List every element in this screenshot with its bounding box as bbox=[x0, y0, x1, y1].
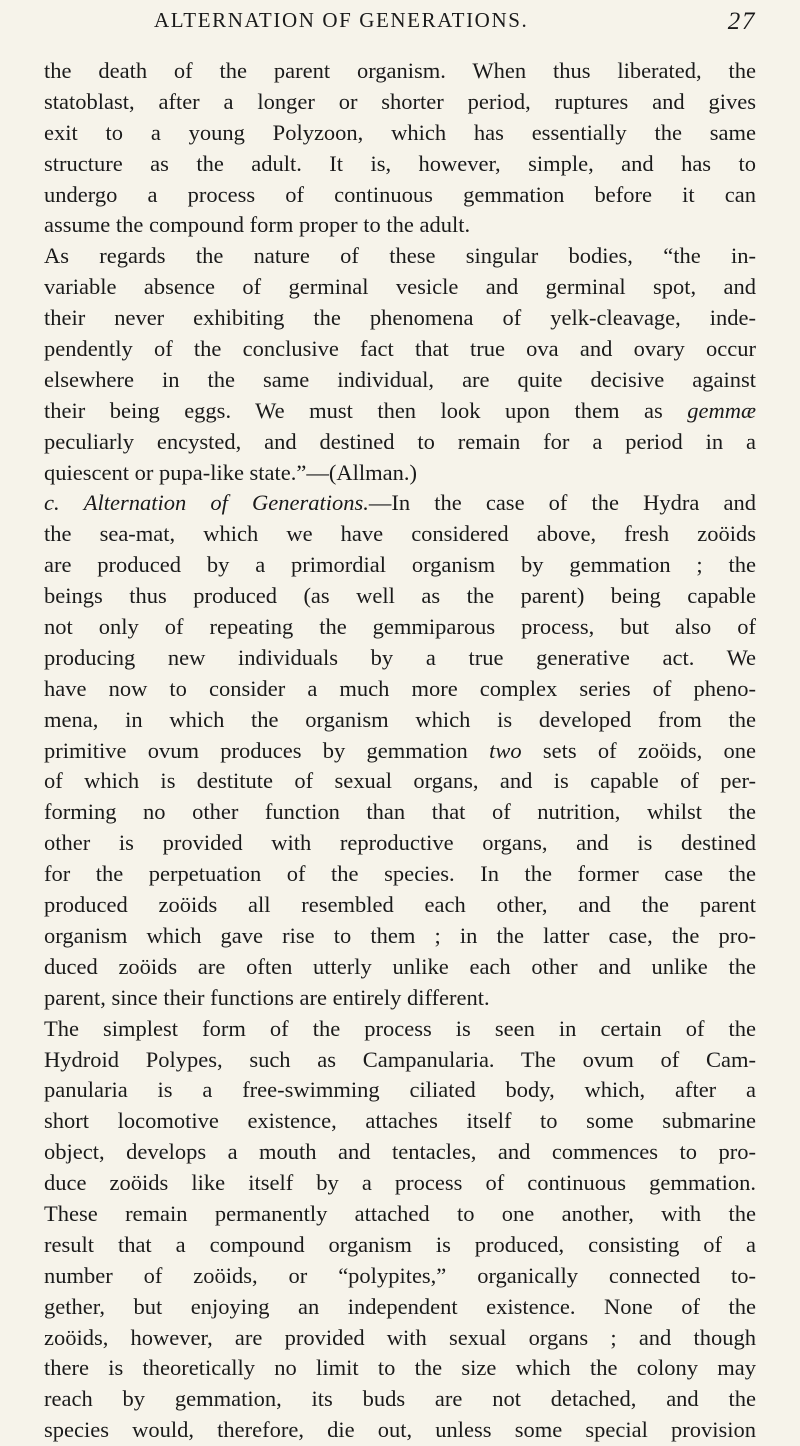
text-line: are produced by a primordial organism by gemmation ; the bbox=[44, 552, 756, 578]
page-number: 27 bbox=[727, 8, 756, 35]
section-c-label: c. bbox=[44, 490, 60, 516]
text-line-with-italic bbox=[44, 396, 756, 427]
section-c-rest: —In the case of the Hydra and bbox=[368, 490, 756, 516]
text-line: structure as the adult. It is, however, simple, and has to bbox=[44, 150, 756, 176]
text-line: have now to consider a much more complex series of pheno- bbox=[44, 675, 756, 701]
text-fragment: their being eggs. We must then look upon them as bbox=[44, 397, 663, 423]
text-line: beings thus produced (as well as the parent) being capable bbox=[44, 583, 756, 609]
text-line: the sea-mat, which we have considered above, fresh zoöids bbox=[44, 521, 756, 547]
text-line: The simplest form of the process is seen in certain of the bbox=[44, 1015, 756, 1041]
text-line: quiescent or pupa-like state.”—(Allman.) bbox=[44, 459, 417, 485]
section-c-heading-line bbox=[44, 488, 756, 519]
text-line: producing new individuals by a true generative act. We bbox=[44, 644, 756, 670]
text-line: duced zoöids are often utterly unlike each other and unlike the bbox=[44, 953, 756, 979]
text-line: panularia is a free-swimming ciliated body, which, after a bbox=[44, 1077, 756, 1103]
text-line: organism which gave rise to them ; in the latter case, the pro- bbox=[44, 922, 756, 948]
text-line: for the perpetuation of the species. In the former case the bbox=[44, 861, 756, 887]
text-line: elsewhere in the same individual, are quite decisive against bbox=[44, 366, 756, 392]
page-header bbox=[44, 0, 756, 48]
text-line: Hydroid Polypes, such as Campanularia. The ovum of Cam- bbox=[44, 1046, 756, 1072]
text-line: duce zoöids like itself by a process of continuous gemmation. bbox=[44, 1170, 756, 1196]
text-line: their never exhibiting the phenomena of yelk-cleavage, inde- bbox=[44, 305, 756, 331]
text-fragment: sets of zoöids, one bbox=[542, 737, 757, 763]
text-line: result that a compound organism is produced, consisting of a bbox=[44, 1231, 756, 1257]
text-line-with-italic bbox=[44, 736, 756, 767]
text-line: reach by gemmation, its buds are not detached, and the bbox=[44, 1386, 756, 1412]
text-line: These remain permanently attached to one another, with the bbox=[44, 1200, 756, 1226]
italic-word-gemmae: gemmæ bbox=[687, 397, 756, 423]
text-line: parent, since their functions are entirely different. bbox=[44, 984, 490, 1010]
text-line: peculiarly encysted, and destined to remain for a period in a bbox=[44, 428, 756, 454]
text-line: mena, in which the organism which is developed from the bbox=[44, 706, 756, 732]
body-text bbox=[44, 56, 756, 1446]
text-line: undergo a process of continuous gemmation before it can bbox=[44, 181, 756, 207]
text-line: other is provided with reproductive organs, and is destined bbox=[44, 830, 756, 856]
text-line: short locomotive existence, attaches itself to some submarine bbox=[44, 1108, 756, 1134]
text-line: produced zoöids all resembled each other, and the parent bbox=[44, 892, 756, 918]
text-line: forming no other function than that of nutrition, whilst the bbox=[44, 799, 756, 825]
section-c-title: Alternation of Generations. bbox=[83, 490, 369, 516]
text-line: assume the compound form proper to the adult. bbox=[44, 212, 471, 238]
book-page bbox=[44, 0, 756, 1446]
running-head: ALTERNATION OF GENERATIONS. bbox=[154, 8, 529, 32]
text-line: variable absence of germinal vesicle and germinal spot, and bbox=[44, 274, 756, 300]
text-line: species would, therefore, die out, unless some special provision bbox=[44, 1417, 756, 1443]
text-line: As regards the nature of these singular bodies, “the in- bbox=[44, 243, 756, 269]
text-line: of which is destitute of sexual organs, and is capable of per- bbox=[44, 768, 756, 794]
text-line: object, develops a mouth and tentacles, and commences to pro- bbox=[44, 1139, 756, 1165]
text-line: the death of the parent organism. When thus liberated, the bbox=[44, 58, 756, 83]
text-fragment: primitive ovum produces by gemmation bbox=[44, 737, 468, 763]
text-line: gether, but enjoying an independent existence. None of the bbox=[44, 1293, 756, 1319]
text-line: there is theoretically no limit to the size which the colony may bbox=[44, 1355, 756, 1381]
text-line: pendently of the conclusive fact that true ova and ovary occur bbox=[44, 336, 756, 362]
text-line: statoblast, after a longer or shorter period, ruptures and gives bbox=[44, 88, 756, 114]
text-line: exit to a young Polyzoon, which has essentially the same bbox=[44, 119, 756, 145]
text-line: not only of repeating the gemmiparous process, but also of bbox=[44, 614, 756, 640]
text-line: number of zoöids, or “polypites,” organically connected to- bbox=[44, 1262, 756, 1288]
text-line: zoöids, however, are provided with sexual organs ; and though bbox=[44, 1324, 756, 1350]
italic-word-two: two bbox=[489, 737, 522, 763]
